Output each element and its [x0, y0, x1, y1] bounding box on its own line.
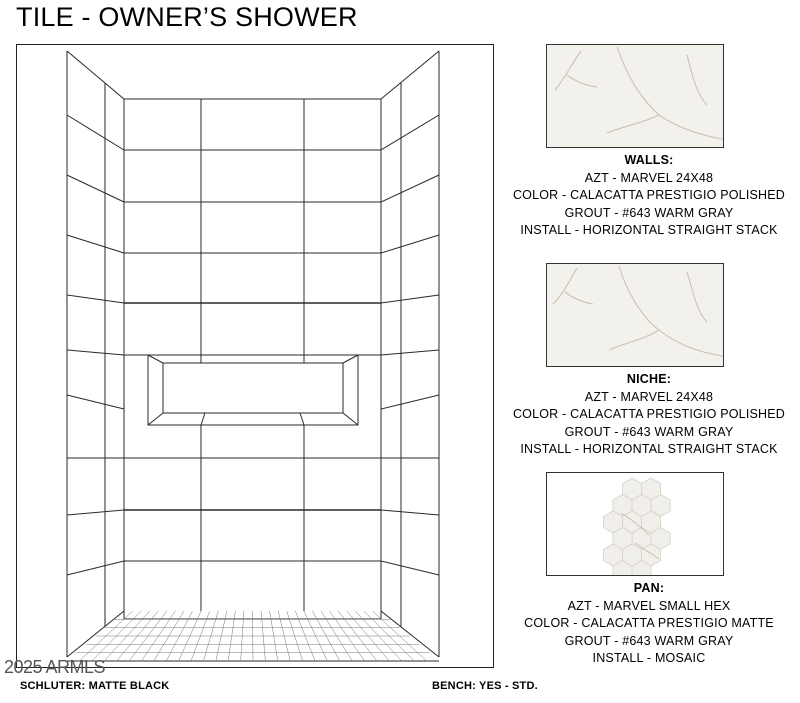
- pan-tile-swatch: [546, 472, 724, 576]
- pan-line-3: GROUT - #643 WARM GRAY: [564, 633, 734, 648]
- walls-heading: WALLS:: [624, 153, 674, 167]
- shower-line-drawing: [17, 45, 492, 666]
- walls-line-2: COLOR - CALACATTA PRESTIGIO POLISHED: [512, 188, 786, 202]
- niche-heading: NICHE:: [626, 372, 672, 386]
- pan-line-4: INSTALL - MOSAIC: [592, 651, 706, 665]
- walls-line-3: GROUT - #643 WARM GRAY: [564, 205, 734, 220]
- niche-line-4: INSTALL - HORIZONTAL STRAIGHT STACK: [520, 442, 778, 456]
- shower-elevation-drawing: [16, 44, 494, 668]
- bench-note: BENCH: YES - STD.: [432, 680, 538, 692]
- niche-spec: [500, 371, 798, 459]
- page-title: TILE - OWNER’S SHOWER: [16, 2, 358, 32]
- pan-spec: [500, 580, 798, 668]
- walls-tile-swatch: [546, 44, 724, 148]
- pan-line-2: COLOR - CALACATTA PRESTIGIO MATTE: [524, 616, 774, 630]
- niche-line-3: GROUT - #643 WARM GRAY: [564, 424, 734, 439]
- niche-line-1: AZT - MARVEL 24X48: [584, 389, 714, 404]
- walls-spec: [500, 152, 798, 240]
- pan-line-1: AZT - MARVEL SMALL HEX: [567, 598, 731, 613]
- pan-heading: PAN:: [633, 581, 665, 595]
- mls-watermark: 2025 ARMLS: [4, 657, 106, 677]
- niche-tile-swatch: [546, 263, 724, 367]
- walls-line-1: AZT - MARVEL 24X48: [584, 170, 714, 185]
- walls-line-4: INSTALL - HORIZONTAL STRAIGHT STACK: [520, 223, 778, 237]
- schluter-note: SCHLUTER: MATTE BLACK: [20, 680, 170, 692]
- niche-line-2: COLOR - CALACATTA PRESTIGIO POLISHED: [512, 407, 786, 421]
